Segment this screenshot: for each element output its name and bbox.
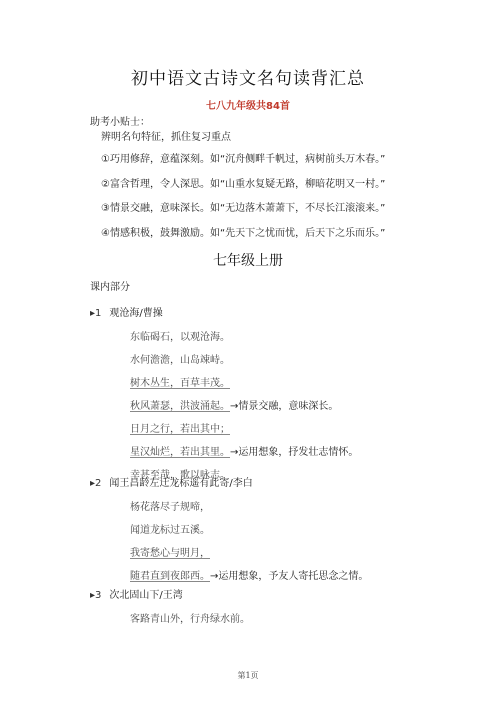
poem-line [130, 420, 230, 435]
poem-line-text: 水何澹澹，山岛竦峙。 [130, 355, 230, 366]
poem-line [130, 374, 230, 389]
poem-number: ▸2 [90, 478, 102, 489]
tip-item: ④情感积极，鼓舞激励。如“先天下之忧而忧，后天下之乐而乐。” [101, 228, 386, 239]
document-subtitle: 七八九年级共84首 [206, 101, 290, 112]
poem-line [130, 544, 210, 559]
poem-line [130, 610, 250, 625]
page-number: 第1页 [237, 671, 259, 680]
poem-line [130, 521, 210, 536]
poem-line-text: 我寄愁心与明月， [130, 548, 210, 559]
poem-line-text: 客路青山外，行舟绿水前。 [130, 614, 250, 625]
poem-line-text: 星汉灿烂，若出其里。 [130, 447, 230, 458]
part-label: 课内部分 [90, 282, 130, 293]
poem-title [90, 304, 163, 319]
poem-number: ▸1 [90, 308, 102, 319]
poem-title-text: 观沧海/曹操 [109, 308, 163, 319]
poem-line-text: 幸甚至哉，歌以咏志。 [130, 470, 230, 481]
document-title: 初中语文古诗文名句读背汇总 [131, 69, 365, 89]
poem-line-text: 日月之行，若出其中； [130, 424, 230, 435]
poem-title-text: 闻王昌龄左迁龙标遥有此寄/李白 [109, 478, 253, 489]
poem-line-note: →运用想象，予友人寄托思念之情。 [210, 571, 369, 582]
poem-line [130, 567, 368, 582]
poem-line [130, 443, 358, 458]
tip-item: ③情景交融，意味深长。如“无边落木萧萧下，不尽长江滚滚来。” [101, 203, 386, 214]
poem-line-text: 杨花落尽子规啼， [130, 502, 210, 513]
tips-subheading: 辨明名句特征，抓住复习重点 [101, 132, 231, 143]
poem-title-text: 次北固山下/王湾 [109, 590, 183, 601]
poem-line-text: 树木丛生，百草丰茂。 [130, 378, 230, 389]
poem-title [90, 474, 253, 489]
poem-line-note: →运用想象，抒发壮志情怀。 [230, 447, 359, 458]
poem-title [90, 586, 183, 601]
tip-item: ①巧用修辞，意蕴深刻。如“沉舟侧畔千帆过，病树前头万木春。” [101, 154, 386, 165]
poem-line-text: 东临碣石，以观沧海。 [130, 332, 230, 343]
poem-number: ▸3 [90, 590, 102, 601]
tip-item: ②富含哲理，令人深思。如“山重水复疑无路，柳暗花明又一村。” [101, 179, 386, 190]
tips-heading: 助考小贴士： [90, 117, 150, 128]
poem-line [130, 328, 230, 343]
poem-line [130, 498, 210, 513]
poem-line-note: →情景交融，意味深长。 [230, 401, 339, 412]
poem-line [130, 397, 338, 412]
poem-line-text: 随君直到夜郎西。 [130, 571, 210, 582]
poem-line [130, 351, 230, 366]
section-title: 七年级上册 [213, 253, 283, 269]
poem-line-text: 闻道龙标过五溪。 [130, 525, 210, 536]
poem-line-text: 秋风萧瑟，洪波涌起。 [130, 401, 230, 412]
